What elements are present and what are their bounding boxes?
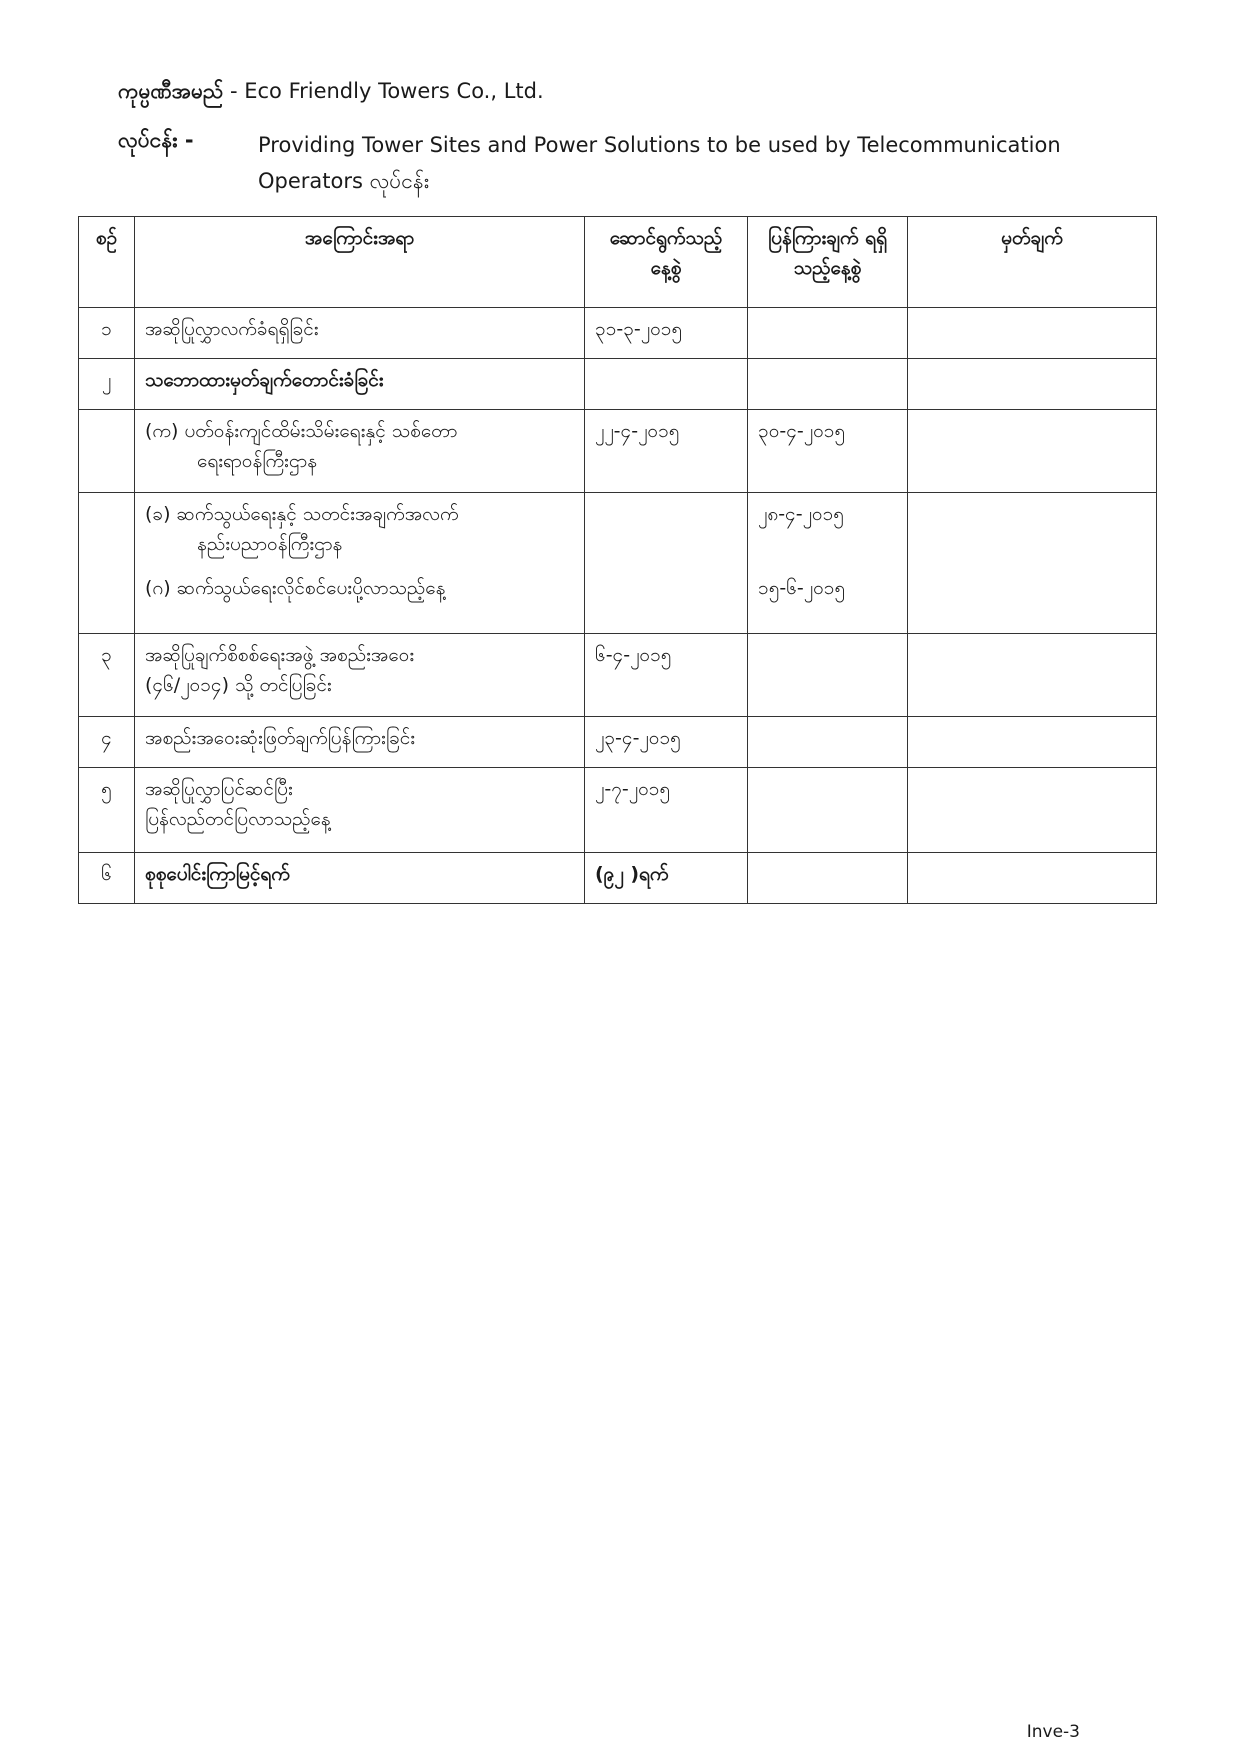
row-reply-date: [748, 768, 908, 853]
row-remark: [908, 853, 1157, 904]
row-reply-date: [748, 853, 908, 904]
progress-table: [78, 216, 1157, 904]
row-submitted-date: [585, 493, 748, 634]
business-value: Providing Tower Sites and Power Solutions to be used by Telecommunication Operators လုပ်ငန်း: [258, 133, 1061, 193]
company-label: ကုမ္ပဏီအမည်: [118, 79, 224, 103]
row-subject: [135, 768, 585, 853]
reply-date: ၁၅-၆-၂၀၁၅: [758, 577, 846, 599]
row-subject: စုစုပေါင်းကြာမြင့်ရက်: [135, 853, 585, 904]
row-subject: [135, 410, 585, 493]
row-remark: [908, 768, 1157, 853]
subject-line: နည်းပညာဝန်ကြီးဌာန: [197, 533, 343, 555]
row-subject: [135, 634, 585, 717]
row-submitted-date: ၂၃-၄-၂၀၁၅: [585, 717, 748, 768]
row-reply-date: [748, 359, 908, 410]
row-remark: [908, 410, 1157, 493]
table-row: [79, 717, 1157, 768]
header-remark: မှတ်ချက်: [908, 217, 1157, 308]
row-submitted-date: ၆-၄-၂၀၁၅: [585, 634, 748, 717]
row-submitted-date: [585, 359, 748, 410]
row-no: ၅: [79, 768, 135, 853]
row-remark: [908, 634, 1157, 717]
row-subject: သဘောထားမှတ်ချက်တောင်းခံခြင်း: [135, 359, 585, 410]
row-no: ၆: [79, 853, 135, 904]
page-number: Inve-3: [1026, 1722, 1080, 1742]
row-subject: [135, 493, 585, 634]
row-reply-date: ၃၀-၄-၂၀၁၅: [748, 410, 908, 493]
subject-line: (က) ပတ်ဝန်းကျင်ထိမ်းသိမ်းရေးနှင့် သစ်တော: [145, 420, 458, 442]
table-row: [79, 493, 1157, 634]
subject-line: ရေးရာဝန်ကြီးဌာန: [197, 450, 318, 472]
row-remark: [908, 359, 1157, 410]
header-submitted: ဆောင်ရွက်သည့် နေ့စွဲ: [585, 217, 748, 308]
company-line: [118, 76, 544, 106]
subject-line: ပြန်လည်တင်ပြလာသည့်နေ့: [145, 808, 331, 830]
row-no: [79, 493, 135, 634]
table-row: [79, 410, 1157, 493]
row-submitted-date: ၂၂-၄-၂၀၁၅: [585, 410, 748, 493]
subject-line: အဆိုပြုချက်စိစစ်ရေးအဖွဲ့ အစည်းအဝေး: [145, 644, 415, 666]
row-subject: အစည်းအဝေးဆုံးဖြတ်ချက်ပြန်ကြားခြင်း: [135, 717, 585, 768]
subject-line: (ခ) ဆက်သွယ်ရေးနှင့် သတင်းအချက်အလက်: [145, 503, 459, 525]
row-no: ၂: [79, 359, 135, 410]
table-row: [79, 853, 1157, 904]
row-remark: [908, 493, 1157, 634]
row-no: ၁: [79, 308, 135, 359]
table-row: [79, 768, 1157, 853]
row-remark: [908, 717, 1157, 768]
subject-line: အဆိုပြုလွှာပြင်ဆင်ပြီး: [145, 778, 293, 800]
table-header-row: [79, 217, 1157, 308]
header-no: စဥ်: [79, 217, 135, 308]
row-submitted-date: (၉၂ )ရက်: [585, 853, 748, 904]
row-no: ၄: [79, 717, 135, 768]
row-reply-date: [748, 308, 908, 359]
table-row: [79, 634, 1157, 717]
row-reply-date: [748, 717, 908, 768]
row-submitted-date: ၂-၇-၂၀၁၅: [585, 768, 748, 853]
business-label: လုပ်ငန်း -: [118, 128, 194, 152]
header-reply: ပြန်ကြားချက် ရရှိသည့်နေ့စွဲ: [748, 217, 908, 308]
table-row: [79, 359, 1157, 410]
table-row: [79, 308, 1157, 359]
subject-line: (၄၆/၂၀၁၄) သို့ တင်ပြခြင်း: [145, 674, 332, 696]
row-no: ၃: [79, 634, 135, 717]
row-remark: [908, 308, 1157, 359]
row-no: [79, 410, 135, 493]
row-subject: အဆိုပြုလွှာလက်ခံရရှိခြင်း: [135, 308, 585, 359]
reply-date: ၂၈-၄-၂၀၁၅: [758, 503, 844, 525]
subject-line: (ဂ) ဆက်သွယ်ရေးလိုင်စင်ပေးပို့လာသည့်နေ့: [145, 577, 446, 599]
company-value: - Eco Friendly Towers Co., Ltd.: [223, 79, 544, 103]
row-reply-date: [748, 493, 908, 634]
header-subject: အကြောင်းအရာ: [135, 217, 585, 308]
row-reply-date: [748, 634, 908, 717]
row-submitted-date: ၃၁-၃-၂၀၁၅: [585, 308, 748, 359]
